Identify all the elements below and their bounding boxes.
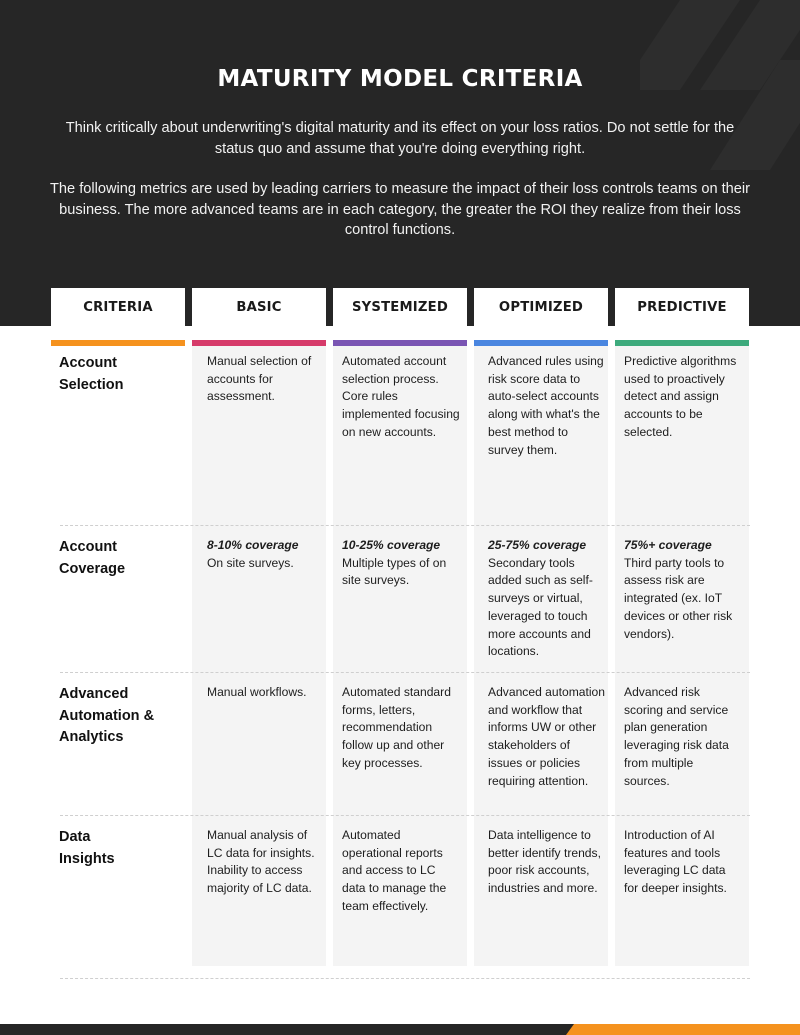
column-systemized <box>333 288 467 326</box>
cell-account-coverage-systemized <box>342 537 460 590</box>
cell-text: Multiple types of on site surveys. <box>342 555 447 588</box>
row-label-data-insights: Data Insights <box>59 829 115 867</box>
row-divider <box>60 815 750 816</box>
column-basic <box>192 288 326 326</box>
cell-text: On site surveys. <box>207 555 294 570</box>
column-header-predictive: PREDICTIVE <box>615 288 749 326</box>
cell-account-coverage-basic <box>207 537 325 572</box>
row-divider <box>60 525 750 526</box>
row-label-advanced-automation-analytics: Advanced Automation & Analytics <box>59 686 155 745</box>
row-label-account-selection: Account Selection <box>59 355 124 393</box>
cell-data-insights-basic: Manual analysis of LC data for insights. Inability to access majority of LC data. <box>207 828 315 896</box>
cell-account-selection-optimized: Advanced rules using risk score data to auto-select accounts along with what's the best method to survey them. <box>488 354 604 457</box>
cell-automation-basic: Manual workflows. <box>207 685 307 699</box>
intro-paragraph-1: Think critically about underwriting's digital maturity and its effect on your loss ratios. Do not settle for the status quo and assume that you're doing everything right. <box>65 120 735 157</box>
column-optimized <box>474 288 608 326</box>
cell-account-selection-basic: Manual selection of accounts for assessment. <box>207 354 312 404</box>
column-header-criteria: CRITERIA <box>51 288 185 326</box>
column-header-systemized: SYSTEMIZED <box>333 288 467 326</box>
color-bar-criteria <box>51 340 185 346</box>
cell-text: Third party tools to assess risk are integrated (ex. IoT devices or other risk vendors). <box>624 555 733 641</box>
row-label-account-coverage: Account Coverage <box>59 539 126 577</box>
cell-account-coverage-optimized <box>488 537 606 661</box>
cell-data-insights-systemized: Automated operational reports and access to LC data to manage the team effectively. <box>342 828 447 913</box>
hero-banner <box>0 0 800 326</box>
cell-automation-systemized: Automated standard forms, letters, recommendation follow up and other key processes. <box>342 685 451 770</box>
cell-account-coverage-predictive <box>624 537 742 643</box>
column-criteria <box>51 288 185 326</box>
row-divider <box>60 978 750 979</box>
cell-automation-predictive: Advanced risk scoring and service plan generation leveraging risk data from multiple sources. <box>624 685 729 788</box>
row-divider <box>60 672 750 673</box>
footer-bar <box>0 1024 800 1035</box>
cell-text: Secondary tools added such as self-surveys or virtual, leveraged to touch more accounts and locations. <box>488 555 593 659</box>
coverage-range: 75%+ coverage <box>624 538 712 552</box>
column-header-basic: BASIC <box>192 288 326 326</box>
cell-data-insights-optimized: Data intelligence to better identify trends, poor risk accounts, industries and more. <box>488 828 601 896</box>
footer-accent-shape <box>566 1024 800 1035</box>
intro-paragraph-2: The following metrics are used by leading carriers to measure the impact of their loss controls teams on their business. The more advanced teams are in each category, the greater the ROI they realize from their loss control functions. <box>50 181 751 238</box>
cell-account-selection-systemized: Automated account selection process. Core rules implemented focusing on new accounts. <box>342 354 460 439</box>
cell-data-insights-predictive: Introduction of AI features and tools leveraging LC data for deeper insights. <box>624 828 727 896</box>
coverage-range: 8-10% coverage <box>207 538 299 552</box>
coverage-range: 10-25% coverage <box>342 538 441 552</box>
column-header-optimized: OPTIMIZED <box>474 288 608 326</box>
column-predictive <box>615 288 749 326</box>
coverage-range: 25-75% coverage <box>488 538 587 552</box>
cell-automation-optimized: Advanced automation and workflow that informs UW or other stakeholders of issues or policies requiring attention. <box>488 685 605 788</box>
cell-account-selection-predictive: Predictive algorithms used to proactively detect and assign accounts to be selected. <box>624 354 737 439</box>
page-title: MATURITY MODEL CRITERIA <box>217 66 583 92</box>
